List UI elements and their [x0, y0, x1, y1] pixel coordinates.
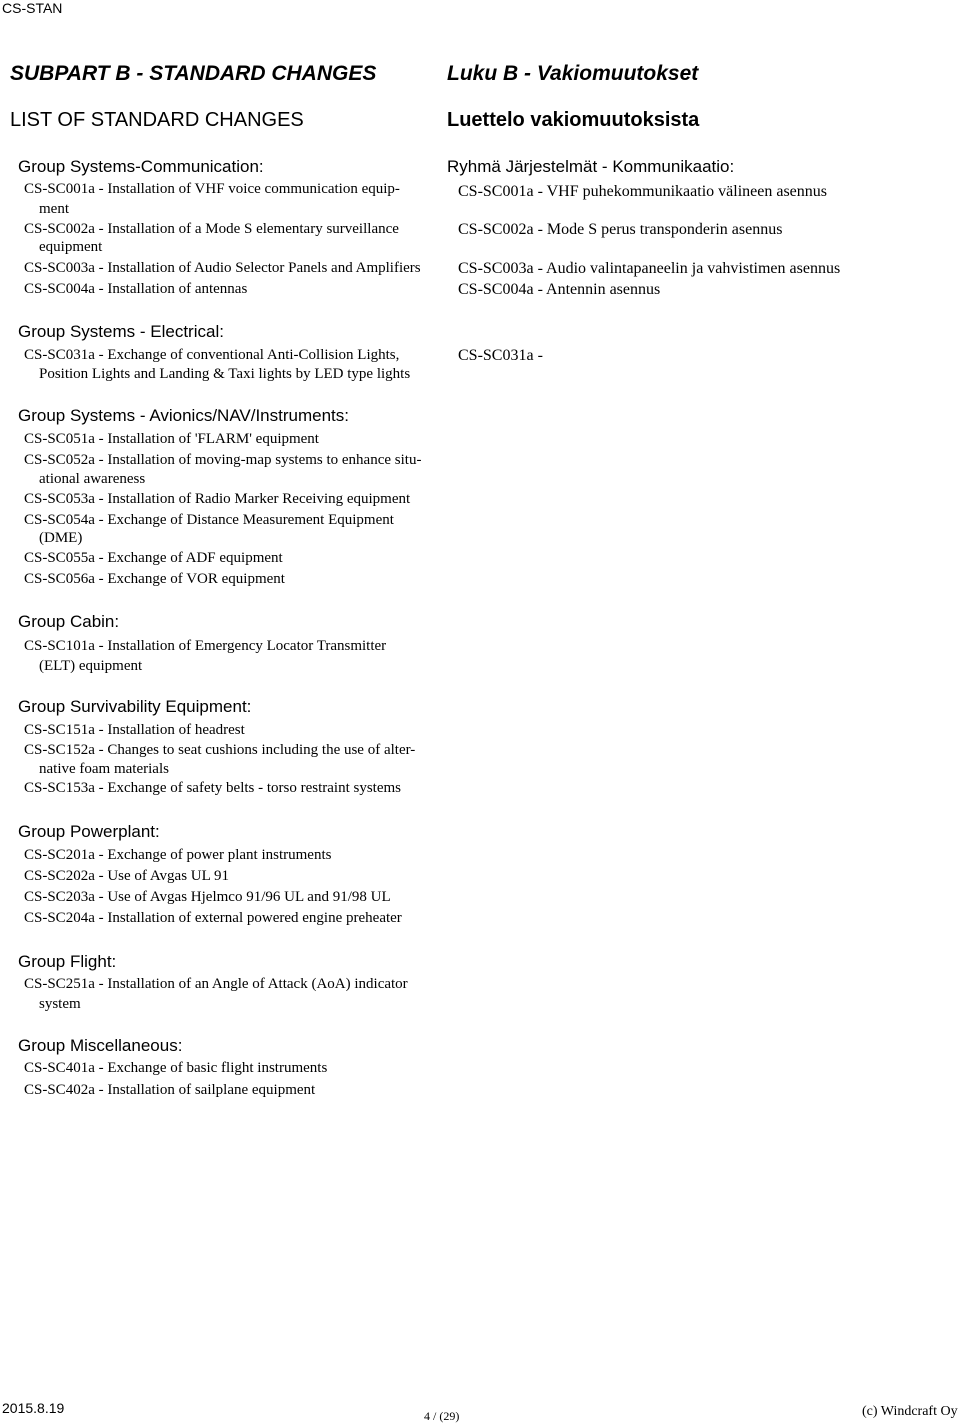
list-item: CS-SC056a - Exchange of VOR equipment [24, 571, 285, 587]
list-item: CS-SC153a - Exchange of safety belts - torso restraint systems [24, 780, 402, 796]
group-title-communication-fi: Ryhmä Järjestelmät - Kommunikaatio: [447, 157, 735, 176]
list-item: CS-SC004a - Installation of antennas [24, 281, 248, 297]
list-item: CS-SC402a - Installation of sailplane equipment [24, 1082, 316, 1098]
list-item: (DME) [39, 530, 83, 546]
group-title-powerplant-en: Group Powerplant: [18, 822, 160, 841]
list-item: CS-SC251a - Installation of an Angle of Attack (AoA) indicator [24, 976, 408, 992]
list-item: CS-SC051a - Installation of 'FLARM' equipment [24, 431, 319, 447]
list-item: CS-SC053a - Installation of Radio Marker Receiving equipment [24, 491, 411, 507]
list-item: (ELT) equipment [39, 658, 143, 674]
list-item: CS-SC031a - [458, 347, 543, 364]
group-title-survivability-en: Group Survivability Equipment: [18, 697, 252, 716]
list-item: CS-SC055a - Exchange of ADF equipment [24, 550, 283, 566]
group-title-flight-en: Group Flight: [18, 952, 117, 971]
group-title-communication-en: Group Systems-Communication: [18, 157, 264, 176]
list-item: CS-SC152a - Changes to seat cushions including the use of alter- [24, 742, 416, 758]
group-title-misc-en: Group Miscellaneous: [18, 1036, 183, 1055]
list-item: CS-SC003a - Installation of Audio Selector Panels and Amplifiers [24, 260, 421, 276]
list-title-en: LIST OF STANDARD CHANGES [10, 109, 304, 131]
list-item: native foam materials [39, 761, 169, 777]
subpart-title-fi: Luku B - Vakiomuutokset [447, 62, 699, 85]
list-item: CS-SC204a - Installation of external powered engine preheater [24, 910, 402, 926]
list-item: CS-SC002a - Mode S perus transponderin asennus [458, 221, 783, 238]
list-item: equipment [39, 239, 103, 255]
list-item: CS-SC151a - Installation of headrest [24, 722, 245, 738]
footer-date: 2015.8.19 [2, 1400, 65, 1416]
list-item: CS-SC004a - Antennin asennus [458, 281, 661, 298]
list-item: CS-SC202a - Use of Avgas UL 91 [24, 868, 229, 884]
list-item: CS-SC052a - Installation of moving-map systems to enhance situ- [24, 452, 422, 468]
list-item: CS-SC001a - Installation of VHF voice communication equip- [24, 181, 400, 197]
footer-copyright: (c) Windcraft Oy [862, 1404, 958, 1419]
list-item: CS-SC002a - Installation of a Mode S elementary surveillance [24, 221, 399, 237]
list-title-fi: Luettelo vakiomuutoksista [447, 109, 700, 131]
page-number: 4 / (29) [424, 1409, 460, 1423]
list-item: CS-SC031a - Exchange of conventional Anti-Collision Lights, [24, 347, 400, 363]
list-item: CS-SC201a - Exchange of power plant instruments [24, 847, 332, 863]
list-item: CS-SC101a - Installation of Emergency Locator Transmitter [24, 638, 387, 654]
list-item: CS-SC054a - Exchange of Distance Measurement Equipment [24, 512, 394, 528]
list-item: Position Lights and Landing & Taxi lights by LED type lights [39, 366, 411, 382]
list-item: CS-SC001a - VHF puhekommunikaatio välineen asennus [458, 183, 827, 200]
list-item: CS-SC203a - Use of Avgas Hjelmco 91/96 UL and 91/98 UL [24, 889, 391, 905]
group-title-cabin-en: Group Cabin: [18, 612, 120, 631]
list-item: system [39, 996, 81, 1012]
running-header: CS-STAN [2, 0, 63, 16]
group-title-avionics-en: Group Systems - Avionics/NAV/Instruments: [18, 406, 349, 425]
group-title-electrical-en: Group Systems - Electrical: [18, 322, 224, 341]
list-item: CS-SC003a - Audio valintapaneelin ja vahvistimen asennus [458, 260, 841, 277]
list-item: ment [39, 201, 69, 217]
list-item: ational awareness [39, 471, 146, 487]
subpart-title-en: SUBPART B - STANDARD CHANGES [10, 62, 377, 85]
list-item: CS-SC401a - Exchange of basic flight instruments [24, 1060, 328, 1076]
